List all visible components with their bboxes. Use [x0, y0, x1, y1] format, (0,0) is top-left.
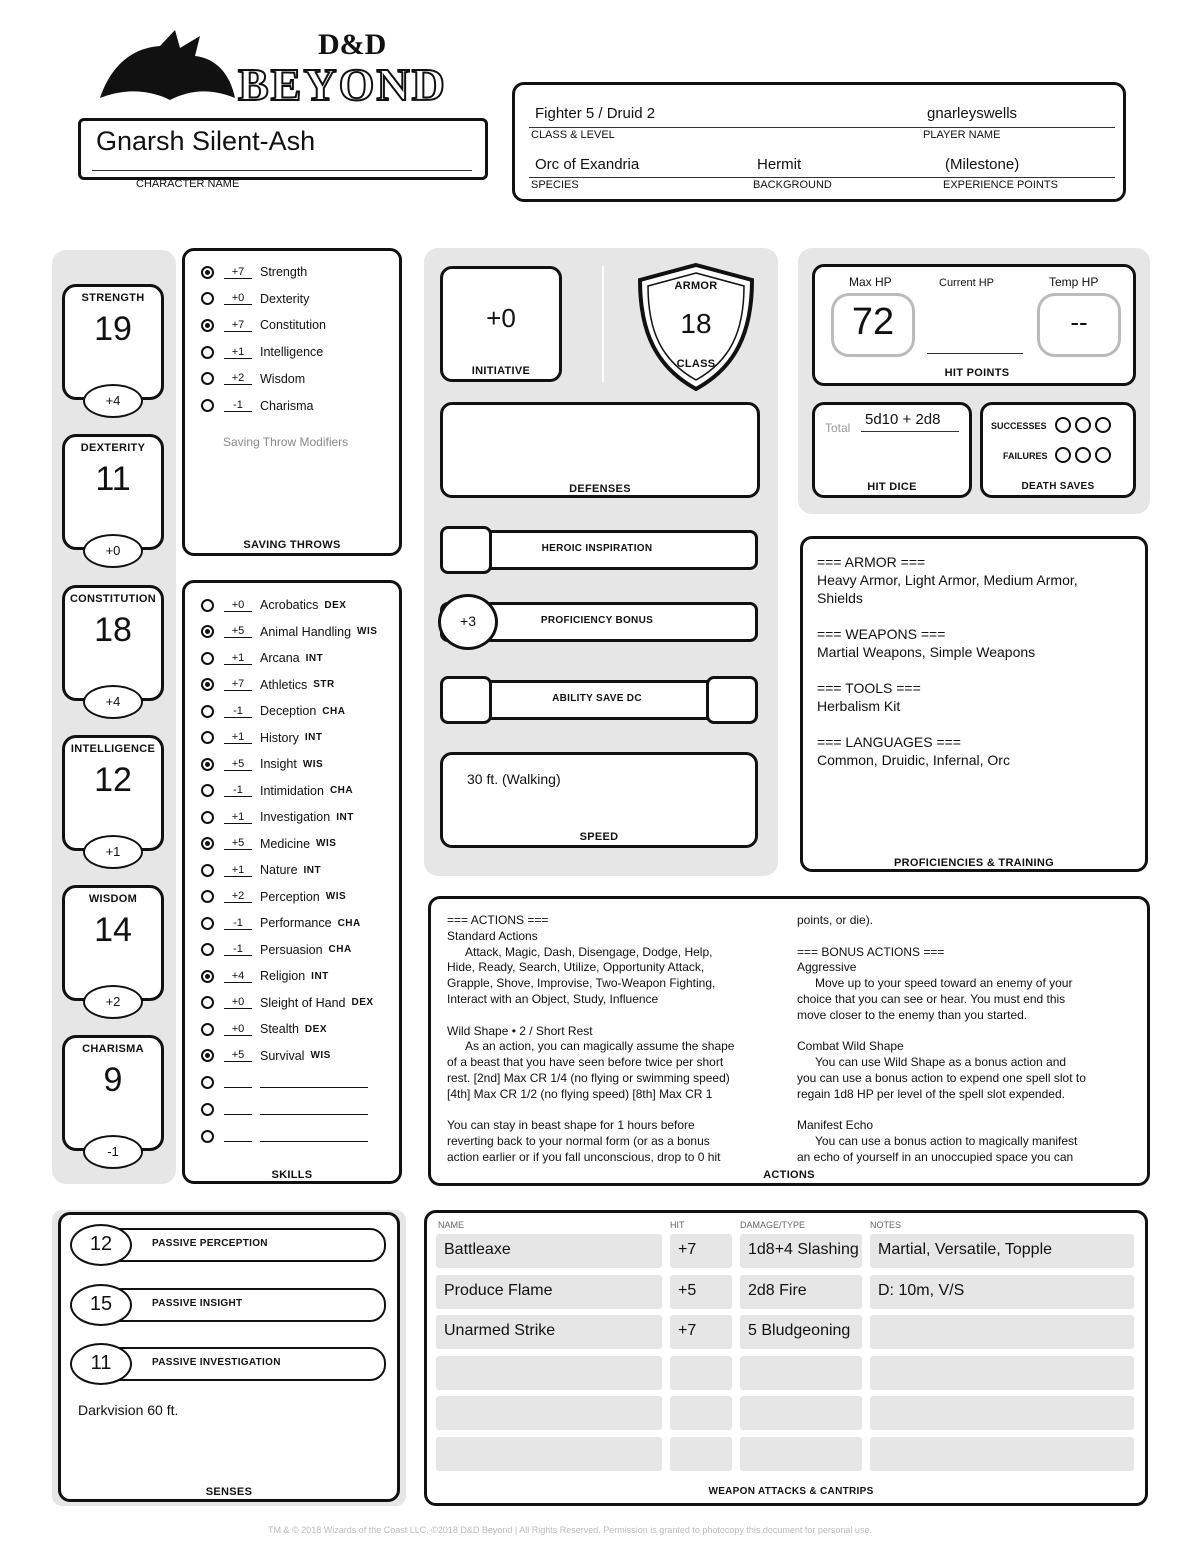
ability-name: WISDOM — [88, 893, 138, 905]
character-name-label: CHARACTER NAME — [136, 178, 240, 190]
skill-row — [201, 621, 377, 643]
action-line: Wild Shape • 2 / Short Rest — [447, 1023, 593, 1038]
skill-ability: WIS — [325, 891, 347, 902]
skill-name: Arcana — [260, 651, 300, 665]
death-saves-label: DEATH SAVES — [1021, 481, 1095, 492]
action-line: of a beast that you have seen before twice per short — [447, 1055, 724, 1070]
saving-throw-name: Wisdom — [260, 371, 306, 386]
skill-name: Religion — [260, 969, 306, 983]
proficiency-dot[interactable] — [201, 678, 214, 691]
armor-bottom-label: CLASS — [676, 358, 716, 370]
skill-ability: DEX — [351, 997, 374, 1008]
saving-throws-box — [182, 248, 402, 556]
weapon-header-hit: HIT — [670, 1220, 685, 1230]
skill-name: Performance — [260, 916, 332, 930]
action-line: === BONUS ACTIONS === — [797, 944, 945, 959]
weapon-header-notes: NOTES — [870, 1220, 902, 1230]
skill-row — [201, 674, 335, 696]
skill-name: Intimidation — [260, 783, 324, 798]
ability-2 — [62, 585, 164, 723]
skill-modifier: -1 — [224, 917, 252, 930]
proficiency-dot[interactable] — [201, 970, 214, 983]
skill-row — [201, 965, 329, 987]
proficiency-dot[interactable] — [201, 784, 214, 797]
proficiency-dot[interactable] — [201, 266, 214, 279]
proficiency-dot[interactable] — [201, 837, 214, 850]
proficiency-dot[interactable] — [201, 890, 214, 903]
weapon-notes: Martial, Versatile, Topple — [870, 1234, 1134, 1268]
footer-text: TM & © 2018 Wizards of the Coast LLC. ©2018 D&D Beyond | All Rights Reserved. Permission is granted to photocopy this document for personal use. — [268, 1525, 872, 1535]
current-hp-input[interactable] — [927, 353, 1023, 354]
skill-ability: INT — [304, 732, 323, 743]
skill-row — [201, 1045, 331, 1067]
armor-class-value[interactable]: 18 — [680, 308, 712, 339]
speed-value[interactable]: 30 ft. (Walking) — [467, 771, 561, 787]
action-line: choice that you can see or hear. You must end this — [797, 991, 1066, 1006]
passive-insight-label: PASSIVE INSIGHT — [152, 1298, 243, 1309]
skill-row — [201, 859, 321, 881]
extra-skill-dot[interactable] — [201, 1103, 214, 1116]
actions-left-column — [447, 913, 787, 1166]
weapon-name: Unarmed Strike — [436, 1315, 662, 1349]
hit-dice-box — [812, 402, 972, 498]
skill-modifier: +2 — [224, 890, 252, 903]
proficiency-line: Shields — [817, 590, 863, 606]
saving-throw-name: Intelligence — [260, 345, 324, 360]
skill-row — [201, 886, 346, 908]
ability-score[interactable]: 19 — [94, 310, 132, 348]
saving-throw-name: Constitution — [260, 318, 327, 333]
skill-name: Animal Handling — [260, 624, 352, 639]
proficiencies-text — [817, 553, 1078, 769]
action-line: points, or die). — [797, 913, 874, 927]
hit-points-box — [812, 264, 1136, 386]
action-line: move closer to the enemy than you started. — [797, 1007, 1028, 1022]
action-line: === ACTIONS === — [447, 913, 549, 927]
class-level-label: CLASS & LEVEL — [531, 129, 615, 141]
skill-modifier: +0 — [224, 599, 252, 612]
action-line — [447, 1103, 787, 1119]
skill-ability: INT — [311, 970, 329, 982]
header-info-box — [512, 82, 1126, 202]
actions-right-column — [797, 913, 1143, 1166]
class-level[interactable]: Fighter 5 / Druid 2 — [535, 105, 656, 122]
action-line: Combat Wild Shape — [797, 1039, 904, 1054]
saving-throw-modifier: +1 — [224, 346, 252, 359]
proficiency-line: Martial Weapons, Simple Weapons — [817, 644, 1036, 660]
skill-modifier: +5 — [224, 1049, 252, 1062]
proficiency-line: Common, Druidic, Infernal, Orc — [817, 752, 1010, 768]
proficiency-line: === ARMOR === — [817, 554, 926, 570]
proficiency-dot[interactable] — [201, 943, 214, 956]
passive-perception-label: PASSIVE PERCEPTION — [152, 1238, 268, 1249]
passive-insight — [70, 1284, 386, 1326]
weapon-damage: 5 Bludgeoning — [740, 1315, 862, 1349]
death-saves-box — [980, 402, 1136, 498]
saving-throw-modifier: +7 — [224, 319, 252, 332]
skill-row — [201, 833, 336, 855]
hit-points-label: HIT POINTS — [944, 367, 1010, 379]
skill-modifier: +0 — [224, 1023, 252, 1036]
action-line — [797, 1024, 1143, 1040]
proficiency-dot[interactable] — [201, 705, 214, 718]
weapon-hit — [670, 1437, 732, 1471]
brand-main: BEYOND — [238, 59, 447, 110]
ability-modifier: +0 — [83, 534, 143, 568]
proficiency-dot[interactable] — [201, 292, 214, 305]
ability-3 — [62, 735, 164, 873]
saving-throw-modifier: +7 — [224, 266, 252, 279]
proficiency-dot[interactable] — [201, 758, 214, 771]
skill-name: Persuasion — [260, 942, 323, 957]
actions-box — [428, 896, 1150, 1186]
speed-box — [440, 752, 758, 848]
ability-score[interactable]: 18 — [94, 611, 132, 649]
skill-ability: INT — [303, 864, 322, 876]
ability-name: CONSTITUTION — [69, 593, 157, 605]
action-line: action earlier or if you fall unconscious, drop to 0 hit — [447, 1149, 721, 1164]
action-line: regain 1d8 HP per level of the spell slot expended. — [797, 1086, 1065, 1101]
skill-ability: CHA — [337, 917, 361, 929]
proficiency-dot[interactable] — [201, 996, 214, 1009]
weapon-name — [436, 1396, 662, 1430]
proficiency-dot[interactable] — [201, 731, 214, 744]
saving-throw-name: Charisma — [260, 398, 314, 413]
hit-dice-total-label: Total — [825, 421, 851, 435]
speed-label: SPEED — [579, 831, 619, 843]
passive-perception-value: 12 — [70, 1224, 132, 1266]
saving-throw-row — [201, 368, 305, 390]
defenses-box[interactable] — [440, 402, 760, 498]
proficiency-dot[interactable] — [201, 599, 214, 612]
skill-ability: STR — [313, 679, 335, 690]
skill-row — [201, 939, 352, 961]
skill-ability: INT — [336, 811, 354, 823]
weapon-hit — [670, 1356, 732, 1390]
weapon-hit: +7 — [670, 1234, 732, 1268]
weapon-header-name: NAME — [438, 1220, 465, 1230]
proficiency-dot[interactable] — [201, 625, 214, 638]
action-line: [4th] Max CR 1/2 (no flying speed) [8th] Max CR 1 — [447, 1086, 713, 1101]
skill-row — [201, 647, 323, 669]
skill-modifier: +1 — [224, 652, 252, 665]
saving-throw-name: Strength — [260, 265, 308, 279]
proficiency-line: === LANGUAGES === — [817, 734, 961, 750]
weapon-header-damage: DAMAGE/TYPE — [740, 1220, 806, 1230]
skill-row — [201, 753, 323, 775]
skill-name: Deception — [260, 704, 317, 718]
action-line: You can use a bonus action to magically manifest — [815, 1134, 1078, 1149]
saving-throws-title: SAVING THROWS — [243, 539, 341, 551]
skill-name: Nature — [260, 863, 298, 877]
initiative-label: INITIATIVE — [471, 365, 531, 377]
saving-throw-modifier: +0 — [224, 292, 252, 305]
action-line — [797, 929, 1143, 945]
ability-modifier: -1 — [83, 1135, 143, 1169]
action-line: You can stay in beast shape for 1 hours before — [447, 1118, 695, 1133]
senses-note: Darkvision 60 ft. — [78, 1402, 179, 1418]
skill-modifier: -1 — [224, 943, 252, 956]
proficiency-dot[interactable] — [201, 346, 214, 359]
success-dot[interactable] — [1075, 417, 1091, 433]
background-label: BACKGROUND — [753, 179, 832, 191]
failure-dot[interactable] — [1075, 447, 1091, 463]
proficiency-dot[interactable] — [201, 864, 214, 877]
ability-save-dc-bar — [440, 676, 758, 724]
ability-modifier: +1 — [83, 835, 143, 869]
weapon-damage — [740, 1437, 862, 1471]
heroic-inspiration-bar[interactable] — [440, 526, 758, 574]
species[interactable]: Orc of Exandria — [535, 156, 640, 173]
actions-title: ACTIONS — [763, 1169, 815, 1181]
action-line — [797, 1103, 1143, 1119]
dragon-icon — [90, 28, 240, 108]
failure-dot[interactable] — [1055, 447, 1071, 463]
success-dot[interactable] — [1095, 417, 1111, 433]
saving-throw-name: Dexterity — [260, 291, 310, 306]
skill-ability: DEX — [324, 599, 347, 611]
weapon-notes — [870, 1315, 1134, 1349]
skill-ability: WIS — [310, 1050, 331, 1061]
skill-name: Acrobatics — [260, 598, 319, 612]
initiative-box — [440, 266, 562, 382]
skill-name: History — [260, 730, 299, 745]
action-line: Interact with an Object, Study, Influence — [447, 991, 659, 1006]
skill-modifier: +1 — [224, 864, 252, 877]
weapon-notes — [870, 1356, 1134, 1390]
weapons-title: WEAPON ATTACKS & CANTRIPS — [708, 1486, 874, 1497]
action-line: Manifest Echo — [797, 1118, 874, 1133]
heroic-inspiration-label: HEROIC INSPIRATION — [541, 543, 653, 554]
proficiencies-title: PROFICIENCIES & TRAINING — [894, 857, 1054, 869]
skill-row — [201, 700, 345, 722]
proficiency-dot[interactable] — [201, 399, 214, 412]
hit-dice-value[interactable]: 5d10 + 2d8 — [865, 411, 941, 428]
skill-modifier: +0 — [224, 996, 252, 1009]
ability-modifier: +2 — [83, 985, 143, 1019]
ability-4 — [62, 885, 164, 1023]
weapon-hit: +7 — [670, 1315, 732, 1349]
passive-insight-value: 15 — [70, 1284, 132, 1326]
ability-modifier: +4 — [83, 685, 143, 719]
skill-modifier: +1 — [224, 731, 252, 744]
skill-row — [201, 806, 354, 828]
passive-investigation-label: PASSIVE INVESTIGATION — [152, 1357, 281, 1368]
skill-modifier: +5 — [224, 758, 252, 771]
ability-save-dc-value[interactable] — [706, 676, 758, 724]
skills-box — [182, 580, 402, 1184]
weapon-name: Produce Flame — [436, 1275, 662, 1309]
action-line: Standard Actions — [447, 928, 538, 943]
skill-row — [201, 780, 353, 802]
ability-score[interactable]: 12 — [94, 761, 132, 799]
ability-name: CHARISMA — [82, 1043, 144, 1055]
skill-ability: WIS — [316, 838, 337, 849]
action-line: an echo of yourself in an unoccupied space you can — [797, 1149, 1074, 1164]
skill-row — [201, 1018, 327, 1040]
skill-row — [201, 594, 346, 616]
skill-modifier: +1 — [224, 811, 252, 824]
skill-name: Stealth — [260, 1022, 299, 1036]
proficiency-bonus-label: PROFICIENCY BONUS — [540, 615, 654, 626]
ability-score[interactable]: 14 — [94, 911, 132, 949]
action-line: rest. [2nd] Max CR 1/4 (no flying or swimming speed) — [447, 1070, 730, 1085]
weapon-damage: 2d8 Fire — [740, 1275, 862, 1309]
action-line: Aggressive — [797, 960, 857, 975]
success-dot[interactable] — [1055, 417, 1071, 433]
weapon-name — [436, 1356, 662, 1390]
action-line: Grapple, Shove, Improvise, Two-Weapon Fighting, — [447, 976, 716, 991]
weapon-damage — [740, 1356, 862, 1390]
background[interactable]: Hermit — [757, 156, 802, 173]
proficiency-dot[interactable] — [201, 372, 214, 385]
armor-class-shield — [636, 262, 756, 392]
ability-name: INTELLIGENCE — [70, 743, 156, 755]
proficiency-line — [817, 661, 1078, 679]
character-name[interactable]: Gnarsh Silent-Ash — [96, 126, 316, 156]
temp-hp-label: Temp HP — [1049, 275, 1099, 289]
skill-name: Investigation — [260, 810, 331, 824]
temp-hp-value[interactable]: -- — [1070, 307, 1088, 337]
player-name[interactable]: gnarleyswells — [927, 105, 1018, 122]
skill-modifier: +7 — [224, 678, 252, 691]
skill-row — [201, 727, 323, 749]
experience-points-label: EXPERIENCE POINTS — [943, 179, 1058, 191]
skill-ability: CHA — [322, 705, 346, 717]
ability-name: DEXTERITY — [80, 442, 146, 454]
skill-ability: WIS — [302, 758, 324, 770]
skill-ability: CHA — [329, 785, 354, 796]
proficiency-dot[interactable] — [201, 917, 214, 930]
skill-ability: WIS — [357, 626, 378, 637]
species-label: SPECIES — [531, 179, 579, 191]
skill-modifier: +5 — [224, 837, 252, 850]
saving-throw-row — [201, 314, 326, 336]
action-line: Move up to your speed toward an enemy of your — [815, 976, 1073, 991]
skill-modifier: +5 — [224, 625, 252, 638]
failure-dot[interactable] — [1095, 447, 1111, 463]
proficiency-dot[interactable] — [201, 652, 214, 665]
skill-name: Athletics — [260, 677, 308, 692]
ability-save-dc-label: ABILITY SAVE DC — [552, 693, 642, 704]
experience-points[interactable]: (Milestone) — [945, 156, 1020, 173]
weapon-damage: 1d8+4 Slashing — [740, 1234, 862, 1268]
hit-dice-label: HIT DICE — [867, 481, 917, 493]
weapon-notes: D: 10m, V/S — [870, 1275, 1134, 1309]
skill-name: Sleight of Hand — [260, 995, 346, 1010]
saving-throw-row — [201, 395, 314, 417]
action-line: Attack, Magic, Dash, Disengage, Dodge, Help, — [465, 944, 713, 959]
passive-investigation-value: 11 — [70, 1343, 132, 1385]
ability-name: STRENGTH — [81, 292, 145, 304]
weapon-damage — [740, 1396, 862, 1430]
action-line: As an action, you can magically assume the shape — [465, 1039, 735, 1054]
proficiency-dot[interactable] — [201, 1049, 214, 1062]
weapon-hit: +5 — [670, 1275, 732, 1309]
weapon-hit — [670, 1396, 732, 1430]
brand-top: D&D — [318, 28, 387, 61]
skill-name: Survival — [260, 1048, 305, 1063]
saving-throw-row — [201, 341, 323, 363]
proficiency-dot[interactable] — [201, 319, 214, 332]
ability-0 — [62, 284, 164, 422]
skill-row — [201, 912, 361, 934]
skill-modifier: -1 — [224, 784, 252, 797]
skill-ability: INT — [305, 652, 324, 664]
action-line — [447, 1008, 787, 1024]
extra-skill-dot[interactable] — [201, 1076, 214, 1089]
action-line: reverting back to your normal form (or as a bonus — [447, 1134, 710, 1149]
ability-modifier: +4 — [83, 384, 143, 418]
proficiency-line — [817, 715, 1078, 733]
max-hp-label: Max HP — [849, 275, 892, 289]
current-hp-label: Current HP — [939, 277, 995, 289]
proficiency-bonus-value[interactable]: +3 — [460, 613, 476, 629]
extra-skill-dot[interactable] — [201, 1130, 214, 1143]
ability-score[interactable]: 11 — [95, 460, 131, 498]
proficiency-line — [817, 607, 1078, 625]
senses-title: SENSES — [205, 1486, 253, 1498]
failures-label: FAILURES — [1003, 451, 1048, 461]
ability-1 — [62, 434, 164, 572]
weapon-name: Battleaxe — [436, 1234, 662, 1268]
saving-throw-row — [201, 288, 309, 310]
proficiency-line: Heavy Armor, Light Armor, Medium Armor, — [817, 572, 1078, 588]
action-line: you can use a bonus action to expend one spell slot to — [797, 1070, 1086, 1085]
skill-name: Perception — [260, 889, 320, 904]
proficiency-line: === WEAPONS === — [817, 626, 946, 642]
name-banner — [58, 108, 498, 194]
initiative-value[interactable]: +0 — [486, 303, 516, 333]
proficiencies-box — [800, 536, 1148, 872]
passive-perception — [70, 1224, 386, 1266]
skill-row — [201, 992, 374, 1014]
saving-throw-note: Saving Throw Modifiers — [223, 435, 349, 449]
skill-name: Insight — [260, 757, 297, 771]
proficiency-bonus-bar — [440, 598, 758, 646]
armor-top-label: ARMOR — [674, 280, 718, 292]
saving-throw-row — [201, 261, 307, 283]
skills-title: SKILLS — [271, 1169, 313, 1181]
action-line: You can use Wild Shape as a bonus action and — [815, 1055, 1067, 1070]
ability-score[interactable]: 9 — [103, 1061, 123, 1099]
saving-throw-modifier: -1 — [224, 399, 252, 412]
proficiency-line: === TOOLS === — [817, 680, 921, 696]
logo — [90, 28, 480, 108]
max-hp-value[interactable]: 72 — [851, 301, 895, 343]
player-name-label: PLAYER NAME — [923, 129, 1001, 141]
defenses-label: DEFENSES — [569, 483, 631, 495]
skill-modifier: -1 — [224, 705, 252, 718]
proficiency-dot[interactable] — [201, 811, 214, 824]
ability-5 — [62, 1035, 164, 1173]
saving-throw-modifier: +2 — [224, 372, 252, 385]
proficiency-dot[interactable] — [201, 1023, 214, 1036]
weapon-name — [436, 1437, 662, 1471]
skill-ability: DEX — [304, 1023, 327, 1035]
weapon-notes — [870, 1437, 1134, 1471]
proficiency-line: Herbalism Kit — [817, 698, 901, 714]
weapon-notes — [870, 1396, 1134, 1430]
skill-ability: CHA — [328, 944, 352, 955]
successes-label: SUCCESSES — [991, 421, 1047, 431]
action-line: Hide, Ready, Search, Utilize, Opportunity Attack, — [447, 960, 705, 975]
skill-modifier: +4 — [224, 970, 252, 983]
skill-name: Medicine — [260, 836, 311, 851]
passive-investigation — [70, 1343, 386, 1385]
